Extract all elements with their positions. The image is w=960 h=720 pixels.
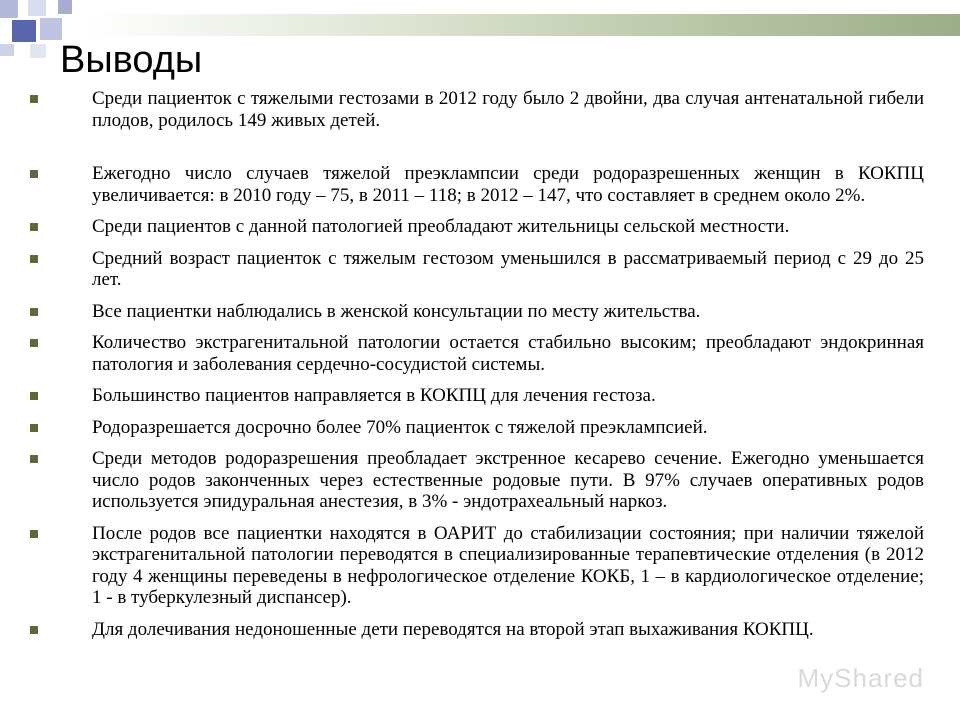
bullet-text: Среди методов родоразрешения преобладает экстренное кесарево сечение. Ежегодно уменьшается число родов законченных через естественные родовые пути. В 97% случаев оперативных родов используется эпидуральная анестезия, в 3% - эндотрахеальный наркоз. bbox=[92, 448, 924, 512]
bullet-text: Среди пациенток с тяжелыми гестозами в 2012 году было 2 двойни, два случая антенатальной гибели плодов, родилось 149 живых детей. bbox=[92, 88, 924, 131]
decor-square bbox=[0, 44, 14, 56]
square-bullet-icon bbox=[30, 455, 38, 463]
bullet-text: Для долечивания недоношенные дети переводятся на второй этап выхаживания КОКПЦ. bbox=[92, 618, 814, 640]
bullet-item bbox=[0, 619, 960, 641]
bullet-item bbox=[0, 448, 960, 513]
decor-square bbox=[0, 0, 18, 18]
bullet-item bbox=[0, 523, 960, 609]
square-bullet-icon bbox=[30, 626, 38, 634]
square-bullet-icon bbox=[30, 424, 38, 432]
bullet-text: Ежегодно число случаев тяжелой преэклампсии среди родоразрешенных женщин в КОКПЦ увеличивается: в 2010 году – 75, в 2011 – 118; в 2012 – 147, что составляет в среднем около 2%. bbox=[92, 163, 924, 206]
decor-square bbox=[58, 0, 72, 14]
square-bullet-icon bbox=[30, 392, 38, 400]
bullet-text: Количество экстрагенитальной патологии остается стабильно высоким; преобладают эндокринная патология и заболевания сердечно-сосудистой системы. bbox=[92, 332, 924, 375]
bullet-text: Среди пациентов с данной патологией преобладают жительницы сельской местности. bbox=[92, 216, 790, 237]
bullet-item bbox=[0, 417, 960, 439]
bullet-list bbox=[0, 88, 960, 650]
bullet-item bbox=[0, 88, 960, 131]
square-bullet-icon bbox=[30, 308, 38, 316]
bullet-item bbox=[0, 301, 960, 323]
square-bullet-icon bbox=[30, 223, 38, 231]
bullet-item bbox=[0, 332, 960, 375]
header-gradient-bar bbox=[84, 14, 960, 36]
decor-square bbox=[30, 44, 46, 58]
bullet-text: Большинство пациентов направляется в КОКПЦ для лечения гестоза. bbox=[92, 385, 656, 406]
square-bullet-icon bbox=[30, 339, 38, 347]
watermark-logo: MyShared bbox=[797, 663, 924, 693]
bullet-text: Все пациентки наблюдались в женской консультации по месту жительства. bbox=[92, 300, 701, 322]
bullet-item bbox=[0, 163, 960, 206]
square-bullet-icon bbox=[30, 95, 38, 103]
decor-square bbox=[28, 0, 46, 16]
bullet-item bbox=[0, 385, 960, 407]
slide-title: Выводы bbox=[60, 39, 203, 81]
square-bullet-icon bbox=[30, 255, 38, 263]
bullet-item bbox=[0, 248, 960, 291]
decor-square bbox=[12, 20, 36, 42]
bullet-text: Средний возраст пациенток с тяжелым гестозом уменьшился в рассматриваемый период с 29 до 25 лет. bbox=[92, 247, 924, 290]
square-bullet-icon bbox=[30, 530, 38, 538]
bullet-text: После родов все пациентки находятся в ОАРИТ до стабилизации состояния; при наличии тяжелой экстрагенитальной патологии переводятся в специализированные терапевтические отделения (в 2012 году 4 женщины переведены в нефрологическое отделение КОКБ, 1 – в кардиологическое отделение; 1 - в туберкулезный диспансер). bbox=[92, 522, 924, 608]
bullet-item bbox=[0, 216, 960, 238]
bullet-text: Родоразрешается досрочно более 70% пациенток с тяжелой преэклампсией. bbox=[92, 416, 708, 438]
decor-square bbox=[40, 18, 62, 40]
square-bullet-icon bbox=[30, 170, 38, 178]
